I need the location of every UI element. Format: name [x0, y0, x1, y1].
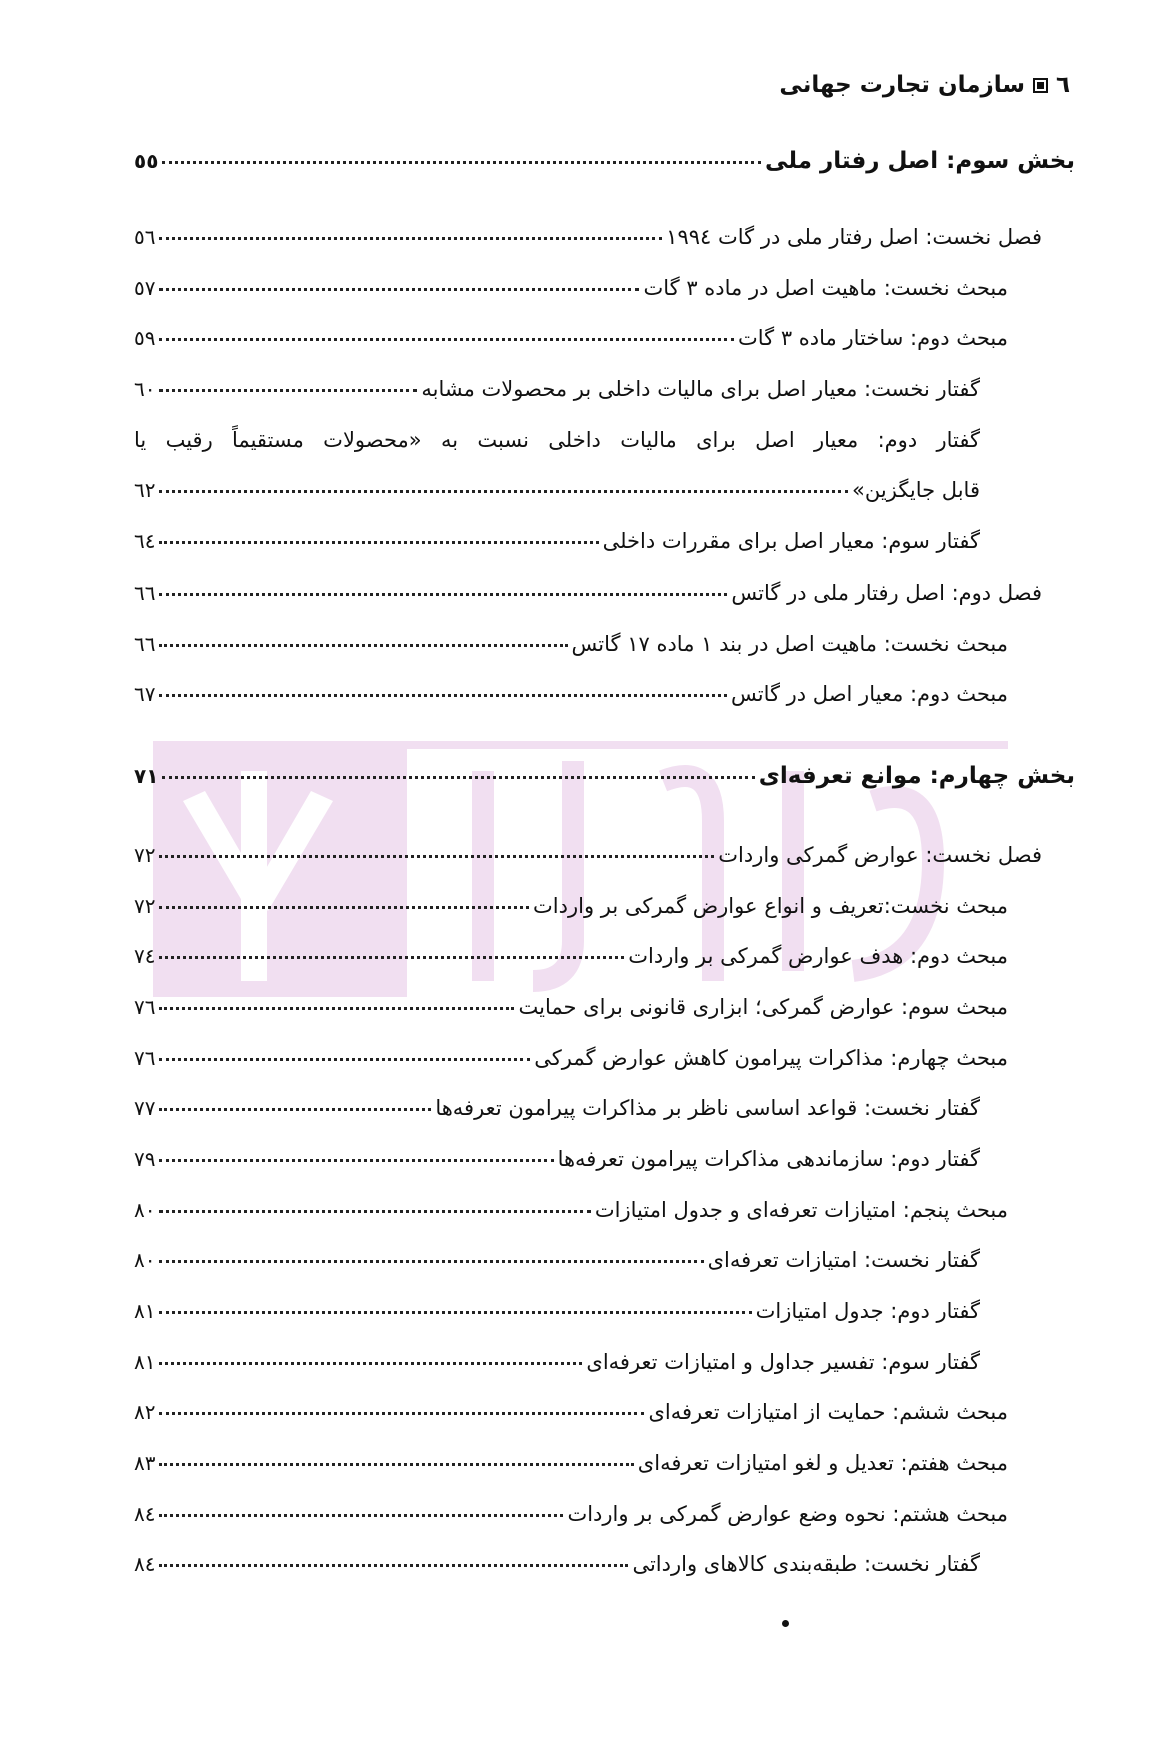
- dot-leader: [159, 1007, 514, 1010]
- toc-entry-page: ٨٤: [134, 1502, 156, 1526]
- dot-leader: [162, 161, 761, 164]
- toc-entry: [134, 1198, 1008, 1232]
- toc-entry: [134, 995, 1008, 1029]
- toc-entry: [134, 276, 1008, 310]
- toc-entry-page: ٧٢: [134, 843, 156, 867]
- toc-entry: [134, 581, 1042, 615]
- dot-leader: [159, 1311, 751, 1314]
- toc-entry-title: گفتار نخست: امتیازات تعرفه‌ای: [707, 1248, 980, 1272]
- toc-entry-page: ٦٤: [134, 529, 156, 553]
- running-header: [779, 72, 1070, 98]
- toc-entry-title: فصل دوم: اصل رفتار ملی در گاتس: [731, 581, 1042, 605]
- dot-leader: [159, 906, 529, 909]
- toc-entry-page: ٨٤: [134, 1552, 156, 1576]
- toc-entry: [134, 944, 1008, 978]
- toc-entry-page: ٨٠: [134, 1248, 156, 1272]
- toc-entry: [134, 632, 1008, 666]
- toc-entry-title: گفتار نخست: قواعد اساسی ناظر بر مذاکرات پیرامون تعرفه‌ها: [435, 1096, 980, 1120]
- dot-leader: [159, 389, 417, 392]
- toc-entry: [134, 225, 1042, 259]
- page-number: ٦: [1055, 72, 1070, 98]
- footer-dot: [782, 1620, 789, 1627]
- toc-entry-page: ٨٢: [134, 1400, 156, 1424]
- toc-entry-title: گفتار نخست: معیار اصل برای مالیات داخلی بر محصولات مشابه: [421, 377, 980, 401]
- toc-entry-title: فصل نخست: عوارض گمرکی واردات: [718, 843, 1042, 867]
- toc-entry-page: ٦٧: [134, 682, 156, 706]
- toc-entry-page: ٨١: [134, 1299, 156, 1323]
- toc-entry-page: ٧٧: [134, 1096, 156, 1120]
- toc-entry: [134, 843, 1042, 877]
- toc-entry: [134, 763, 1075, 797]
- dot-leader: [159, 1159, 553, 1162]
- toc-entry: [134, 1552, 980, 1586]
- square-bullet-icon: [1033, 78, 1048, 93]
- dot-leader: [159, 237, 662, 240]
- dot-leader: [159, 1362, 582, 1365]
- toc-entry-title: قابل جایگزین»: [852, 478, 980, 502]
- dot-leader: [159, 338, 734, 341]
- dot-leader: [159, 1210, 590, 1213]
- toc-entry: [134, 1502, 1008, 1536]
- toc-entry-page: ٥٥: [134, 149, 159, 173]
- toc-entry: [134, 894, 1008, 928]
- toc-entry-title: مبحث چهارم: مذاکرات پیرامون کاهش عوارض گمرکی: [534, 1046, 1008, 1070]
- toc-entry-title: گفتار نخست: طبقه‌بندی کالاهای وارداتی: [632, 1552, 980, 1576]
- toc-entry-title: مبحث سوم: عوارض گمرکی؛ ابزاری قانونی برای حمایت: [518, 995, 1008, 1019]
- toc-entry-title: بخش سوم: اصل رفتار ملی: [765, 148, 1075, 174]
- dot-leader: [159, 1108, 431, 1111]
- toc-entry-page: ٥٩: [134, 326, 156, 350]
- toc-entry-page: ٦٠: [134, 377, 156, 401]
- toc-entry-page: ٧٩: [134, 1147, 156, 1171]
- toc-entry: [134, 529, 980, 563]
- toc-entry-page: ٧٤: [134, 944, 156, 968]
- toc-entry: [134, 1400, 1008, 1434]
- dot-leader: [159, 1463, 633, 1466]
- toc-entry-page: ٦٢: [134, 478, 156, 502]
- dot-leader: [159, 694, 726, 697]
- toc-entry-page: ٨٠: [134, 1198, 156, 1222]
- dot-leader: [159, 1412, 644, 1415]
- dot-leader: [159, 1564, 628, 1567]
- toc-entry: [134, 1451, 1008, 1485]
- toc-entry-page: ٧٦: [134, 995, 156, 1019]
- dot-leader: [159, 541, 598, 544]
- toc-entry-page: ٧٢: [134, 894, 156, 918]
- toc-entry: [134, 478, 980, 512]
- toc-entry-title: مبحث دوم: هدف عوارض گمرکی بر واردات: [628, 944, 1008, 968]
- toc-entry: [134, 428, 980, 462]
- toc-entry-title: مبحث هفتم: تعدیل و لغو امتیازات تعرفه‌ای: [637, 1451, 1008, 1475]
- toc-entry-page: ٧٦: [134, 1046, 156, 1070]
- toc-entry-page: ٥٦: [134, 225, 156, 249]
- toc-entry: [134, 682, 1008, 716]
- dot-leader: [159, 644, 567, 647]
- dot-leader: [159, 1514, 563, 1517]
- dot-leader: [159, 855, 714, 858]
- toc-entry-title: مبحث دوم: معیار اصل در گاتس: [730, 682, 1008, 706]
- toc-entry: [134, 1147, 980, 1181]
- toc-entry: [134, 1350, 980, 1384]
- toc-entry-title: فصل نخست: اصل رفتار ملی در گات ١٩٩٤: [666, 225, 1042, 249]
- toc-entry-title: گفتار سوم: تفسیر جداول و امتیازات تعرفه‌ای: [586, 1350, 980, 1374]
- toc-entry: [134, 326, 1008, 360]
- toc-entry-page: ٨١: [134, 1350, 156, 1374]
- toc-entry-title: مبحث ششم: حمایت از امتیازات تعرفه‌ای: [648, 1400, 1008, 1424]
- toc-entry: [134, 1299, 980, 1333]
- dot-leader: [162, 776, 754, 779]
- toc-entry: [134, 1096, 980, 1130]
- dot-leader: [159, 593, 727, 596]
- toc-entry-title: مبحث نخست: ماهیت اصل در ماده ٣ گات: [643, 276, 1008, 300]
- toc-entry: [134, 1248, 980, 1282]
- dot-leader: [159, 490, 848, 493]
- toc-entry-title: گفتار دوم: جدول امتیازات: [755, 1299, 980, 1323]
- toc-entry-title: مبحث هشتم: نحوه وضع عوارض گمرکی بر واردات: [567, 1502, 1008, 1526]
- toc-entry: [134, 148, 1075, 182]
- toc-entry-title: گفتار سوم: معیار اصل برای مقررات داخلی: [602, 529, 980, 553]
- toc-entry-page: ٧١: [134, 764, 159, 788]
- toc-entry-title: مبحث پنجم: امتیازات تعرفه‌ای و جدول امتیازات: [594, 1198, 1008, 1222]
- toc-entry-title: مبحث نخست:تعریف و انواع عوارض گمرکی بر واردات: [533, 894, 1008, 918]
- dot-leader: [159, 1260, 703, 1263]
- dot-leader: [159, 956, 624, 959]
- toc-entry-title: گفتار دوم: سازماندهی مذاکرات پیرامون تعرفه‌ها: [557, 1147, 980, 1171]
- toc-entry-page: ٨٣: [134, 1451, 156, 1475]
- dot-leader: [159, 1058, 530, 1061]
- toc-entry-title: مبحث نخست: ماهیت اصل در بند ١ ماده ١٧ گاتس: [571, 632, 1008, 656]
- dot-leader: [159, 288, 639, 291]
- toc-entry-page: ٦٦: [134, 632, 156, 656]
- toc-entry-page: ٦٦: [134, 581, 156, 605]
- book-title: سازمان تجارت جهانی: [779, 72, 1025, 98]
- toc-entry-title: گفتار دوم: معیار اصل برای مالیات داخلی نسبت به «محصولات مستقیماً رقیب یا: [134, 428, 980, 452]
- toc-entry-title: بخش چهارم: موانع تعرفه‌ای: [758, 763, 1075, 789]
- toc-entry-title: مبحث دوم: ساختار ماده ٣ گات: [737, 326, 1008, 350]
- toc-entry: [134, 1046, 1008, 1080]
- toc-entry: [134, 377, 980, 411]
- toc-entry-page: ٥٧: [134, 276, 156, 300]
